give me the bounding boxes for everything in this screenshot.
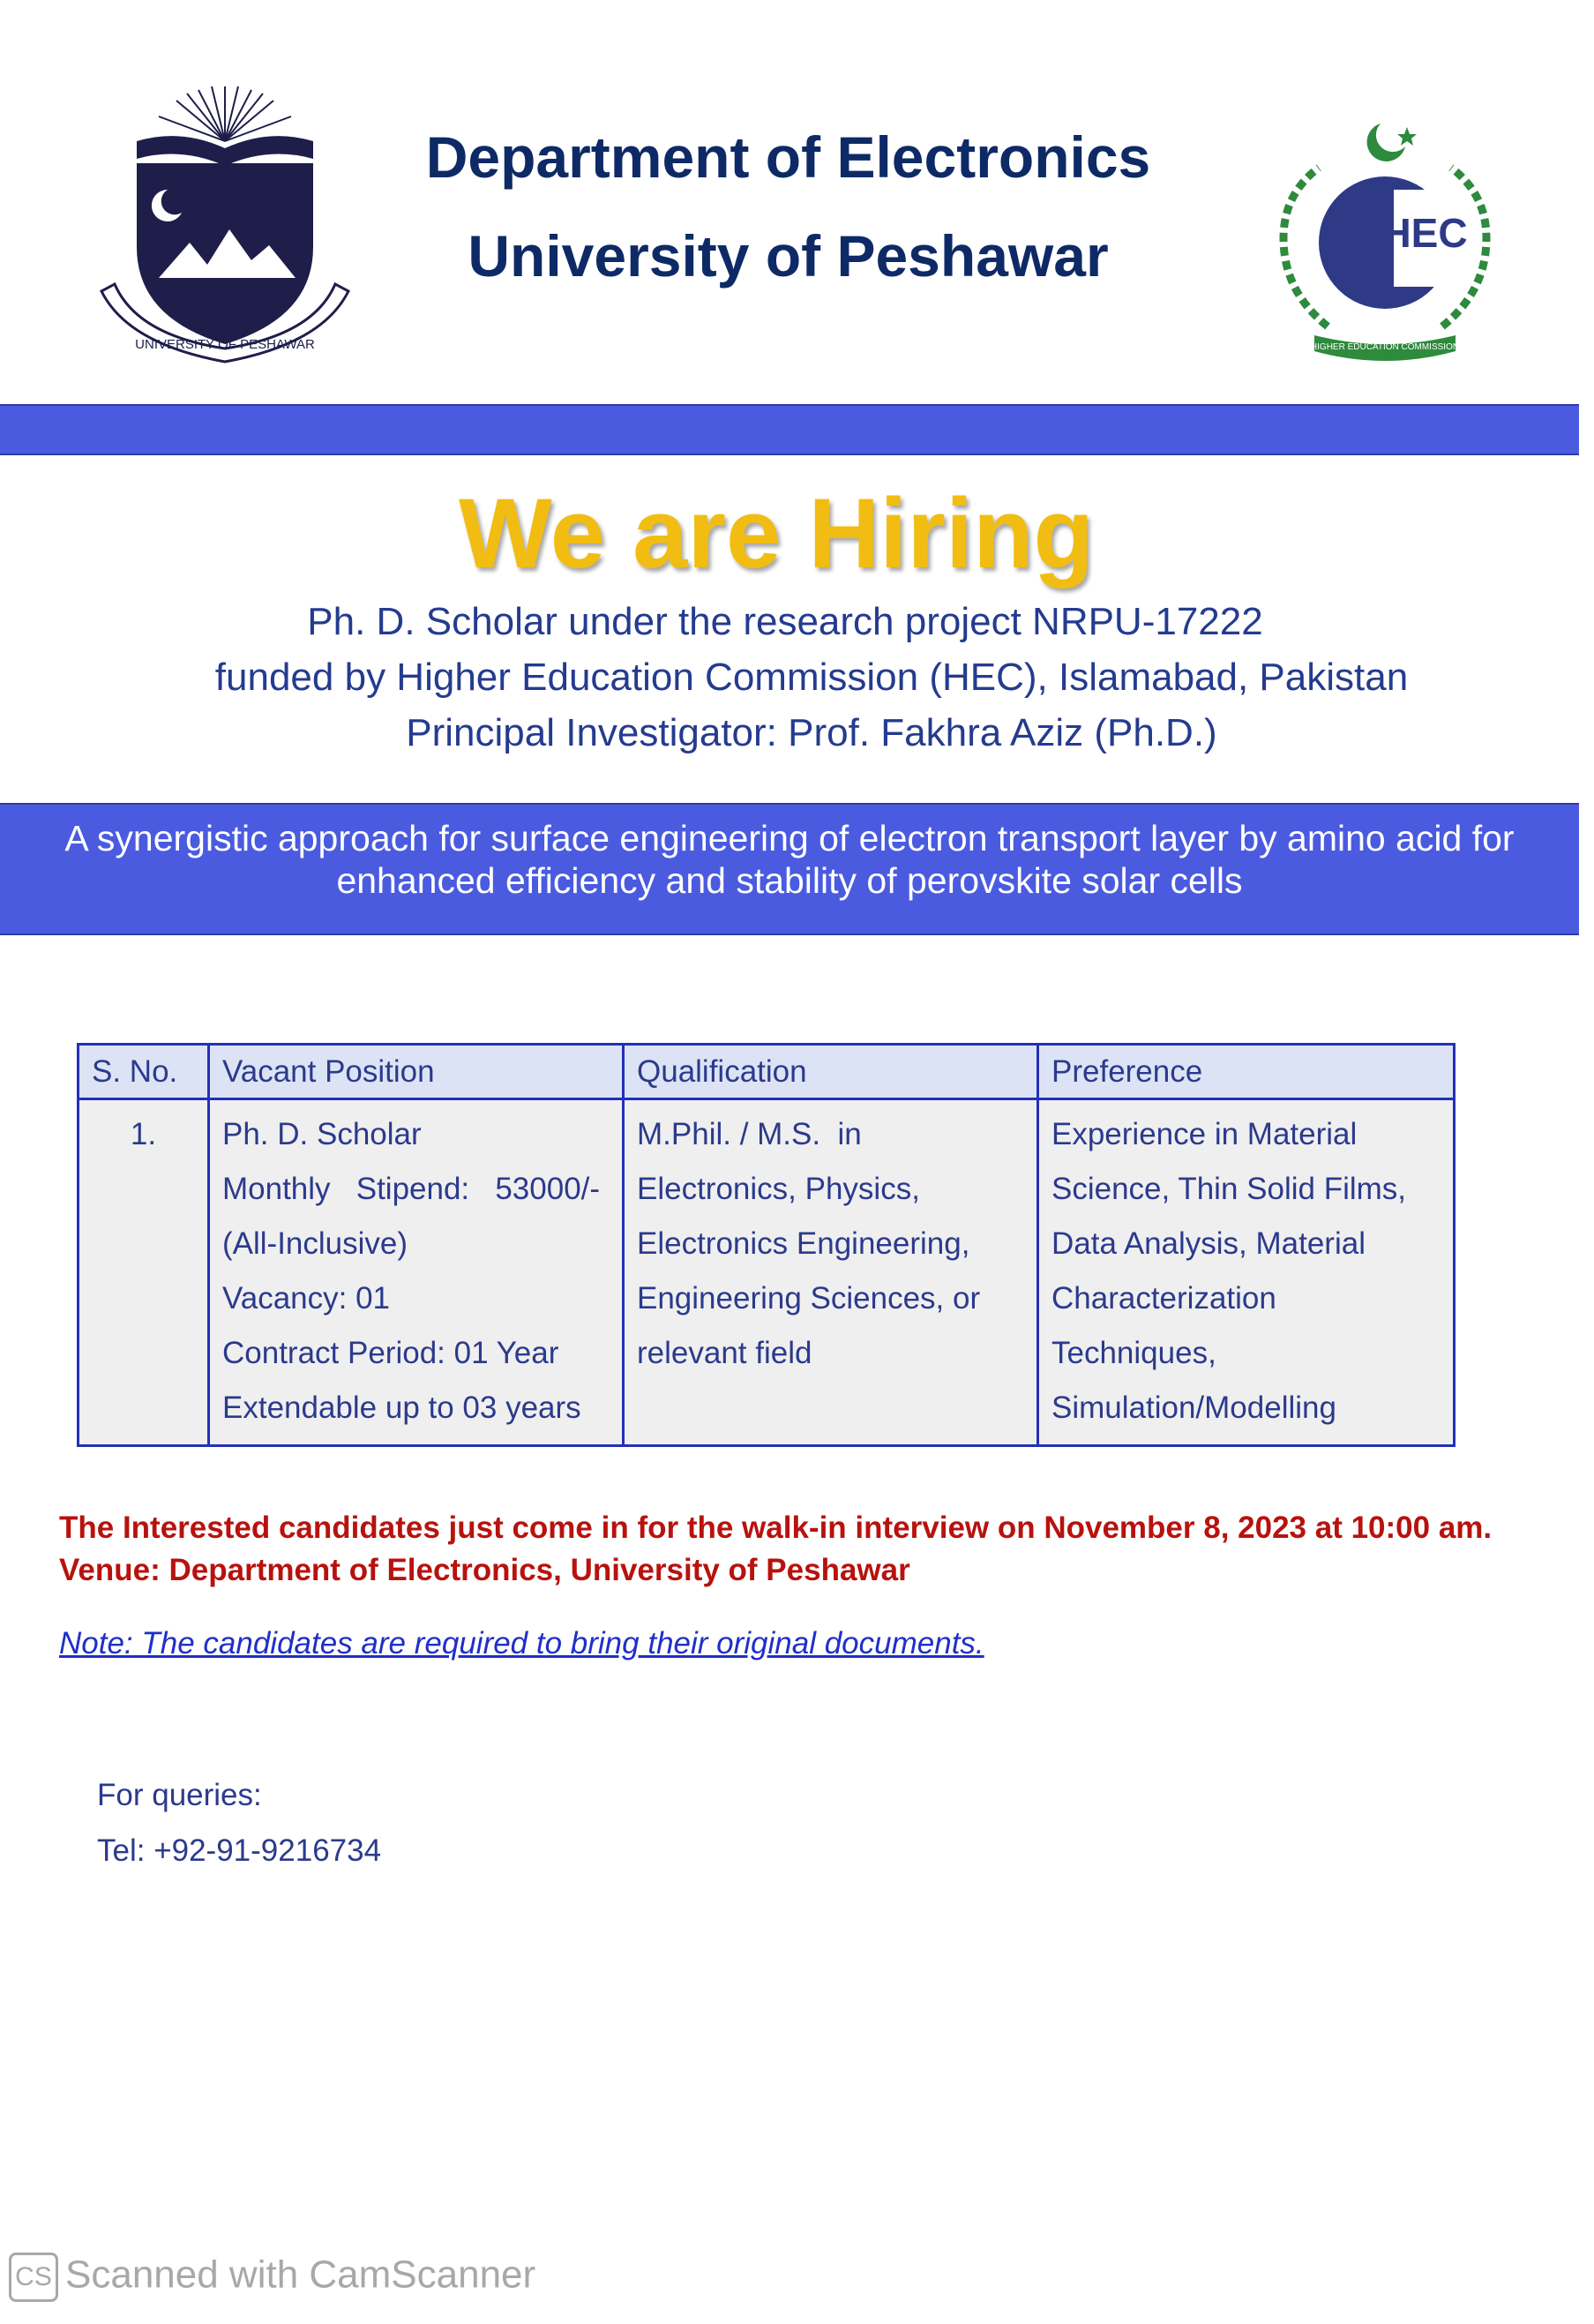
qualification-line: Engineering Sciences, or [637,1281,981,1316]
crest-ribbon-text: UNIVERSITY OF PESHAWAR [135,337,315,352]
table-row [79,1099,1455,1446]
header-sno: S. No. [79,1045,209,1099]
position-line: Vacancy: 01 [222,1281,391,1316]
hiring-headline: We are Hiring [459,478,1094,588]
project-title-line-1: A synergistic approach for surface engineering of electron transport layer by amino acid for [64,818,1515,858]
hec-logo-text: HEC [1381,210,1468,256]
table-header-row [79,1045,1455,1099]
funding-subtitle: funded by Higher Education Commission (HEC), Islamabad, Pakistan [214,656,1409,699]
camscanner-text: Scanned with CamScanner [65,2253,536,2297]
qualification-line: Electronics Engineering, [637,1226,970,1261]
qualification-line: Electronics, Physics, [637,1172,920,1206]
documents-note: Note: The candidates are required to bring their original documents. [59,1626,984,1661]
position-line: Contract Period: 01 Year [222,1336,559,1370]
position-line: Ph. D. Scholar [222,1117,422,1151]
camscanner-watermark [9,2253,535,2302]
header-vacant-position: Vacant Position [209,1045,624,1099]
preference-line: Simulation/Modelling [1051,1391,1336,1425]
university-title: University of Peshawar [468,223,1109,289]
camscanner-logo-icon: CS [9,2253,58,2302]
interview-venue: Venue: Department of Electronics, University of Peshawar [59,1553,910,1587]
queries-label: For queries: [97,1778,262,1812]
qualification-line: M.Phil. / M.S. in [637,1117,862,1151]
department-title: Department of Electronics [425,124,1151,190]
preference-line: Science, Thin Solid Films, [1051,1172,1407,1206]
cell-qualification [624,1099,1038,1446]
investigator-subtitle: Principal Investigator: Prof. Fakhra Aziz (Ph.D.) [406,711,1217,754]
preference-line: Experience in Material [1051,1117,1358,1151]
project-title-band [0,803,1579,935]
position-line: Extendable up to 03 years [222,1391,581,1425]
header-divider-band [0,404,1579,455]
header-qualification: Qualification [624,1045,1038,1099]
preference-line: Techniques, [1051,1336,1216,1370]
hec-ribbon-text: HIGHER EDUCATION COMMISSION [1310,342,1460,352]
position-subtitle: Ph. D. Scholar under the research project NRPU-17222 [307,600,1263,643]
cell-position [209,1099,624,1446]
header-preference: Preference [1038,1045,1455,1099]
contact-telephone: Tel: +92-91-9216734 [97,1833,382,1868]
vacancy-table [77,1043,1456,1447]
position-line: (All-Inclusive) [222,1226,408,1261]
position-line: Monthly Stipend: 53000/- [222,1172,601,1206]
qualification-line: relevant field [637,1336,812,1370]
interview-announcement: The Interested candidates just come in for the walk-in interview on November 8, 2023 at 10:00 am. [59,1511,1493,1545]
project-title-line-2: enhanced efficiency and stability of perovskite solar cells [336,860,1243,901]
preference-line: Data Analysis, Material [1051,1226,1366,1261]
university-of-peshawar-crest-icon [93,79,357,371]
cell-sno [79,1099,209,1446]
cell-preference [1038,1099,1455,1446]
sno-value: 1. [130,1117,157,1151]
preference-line: Characterization [1051,1281,1276,1316]
